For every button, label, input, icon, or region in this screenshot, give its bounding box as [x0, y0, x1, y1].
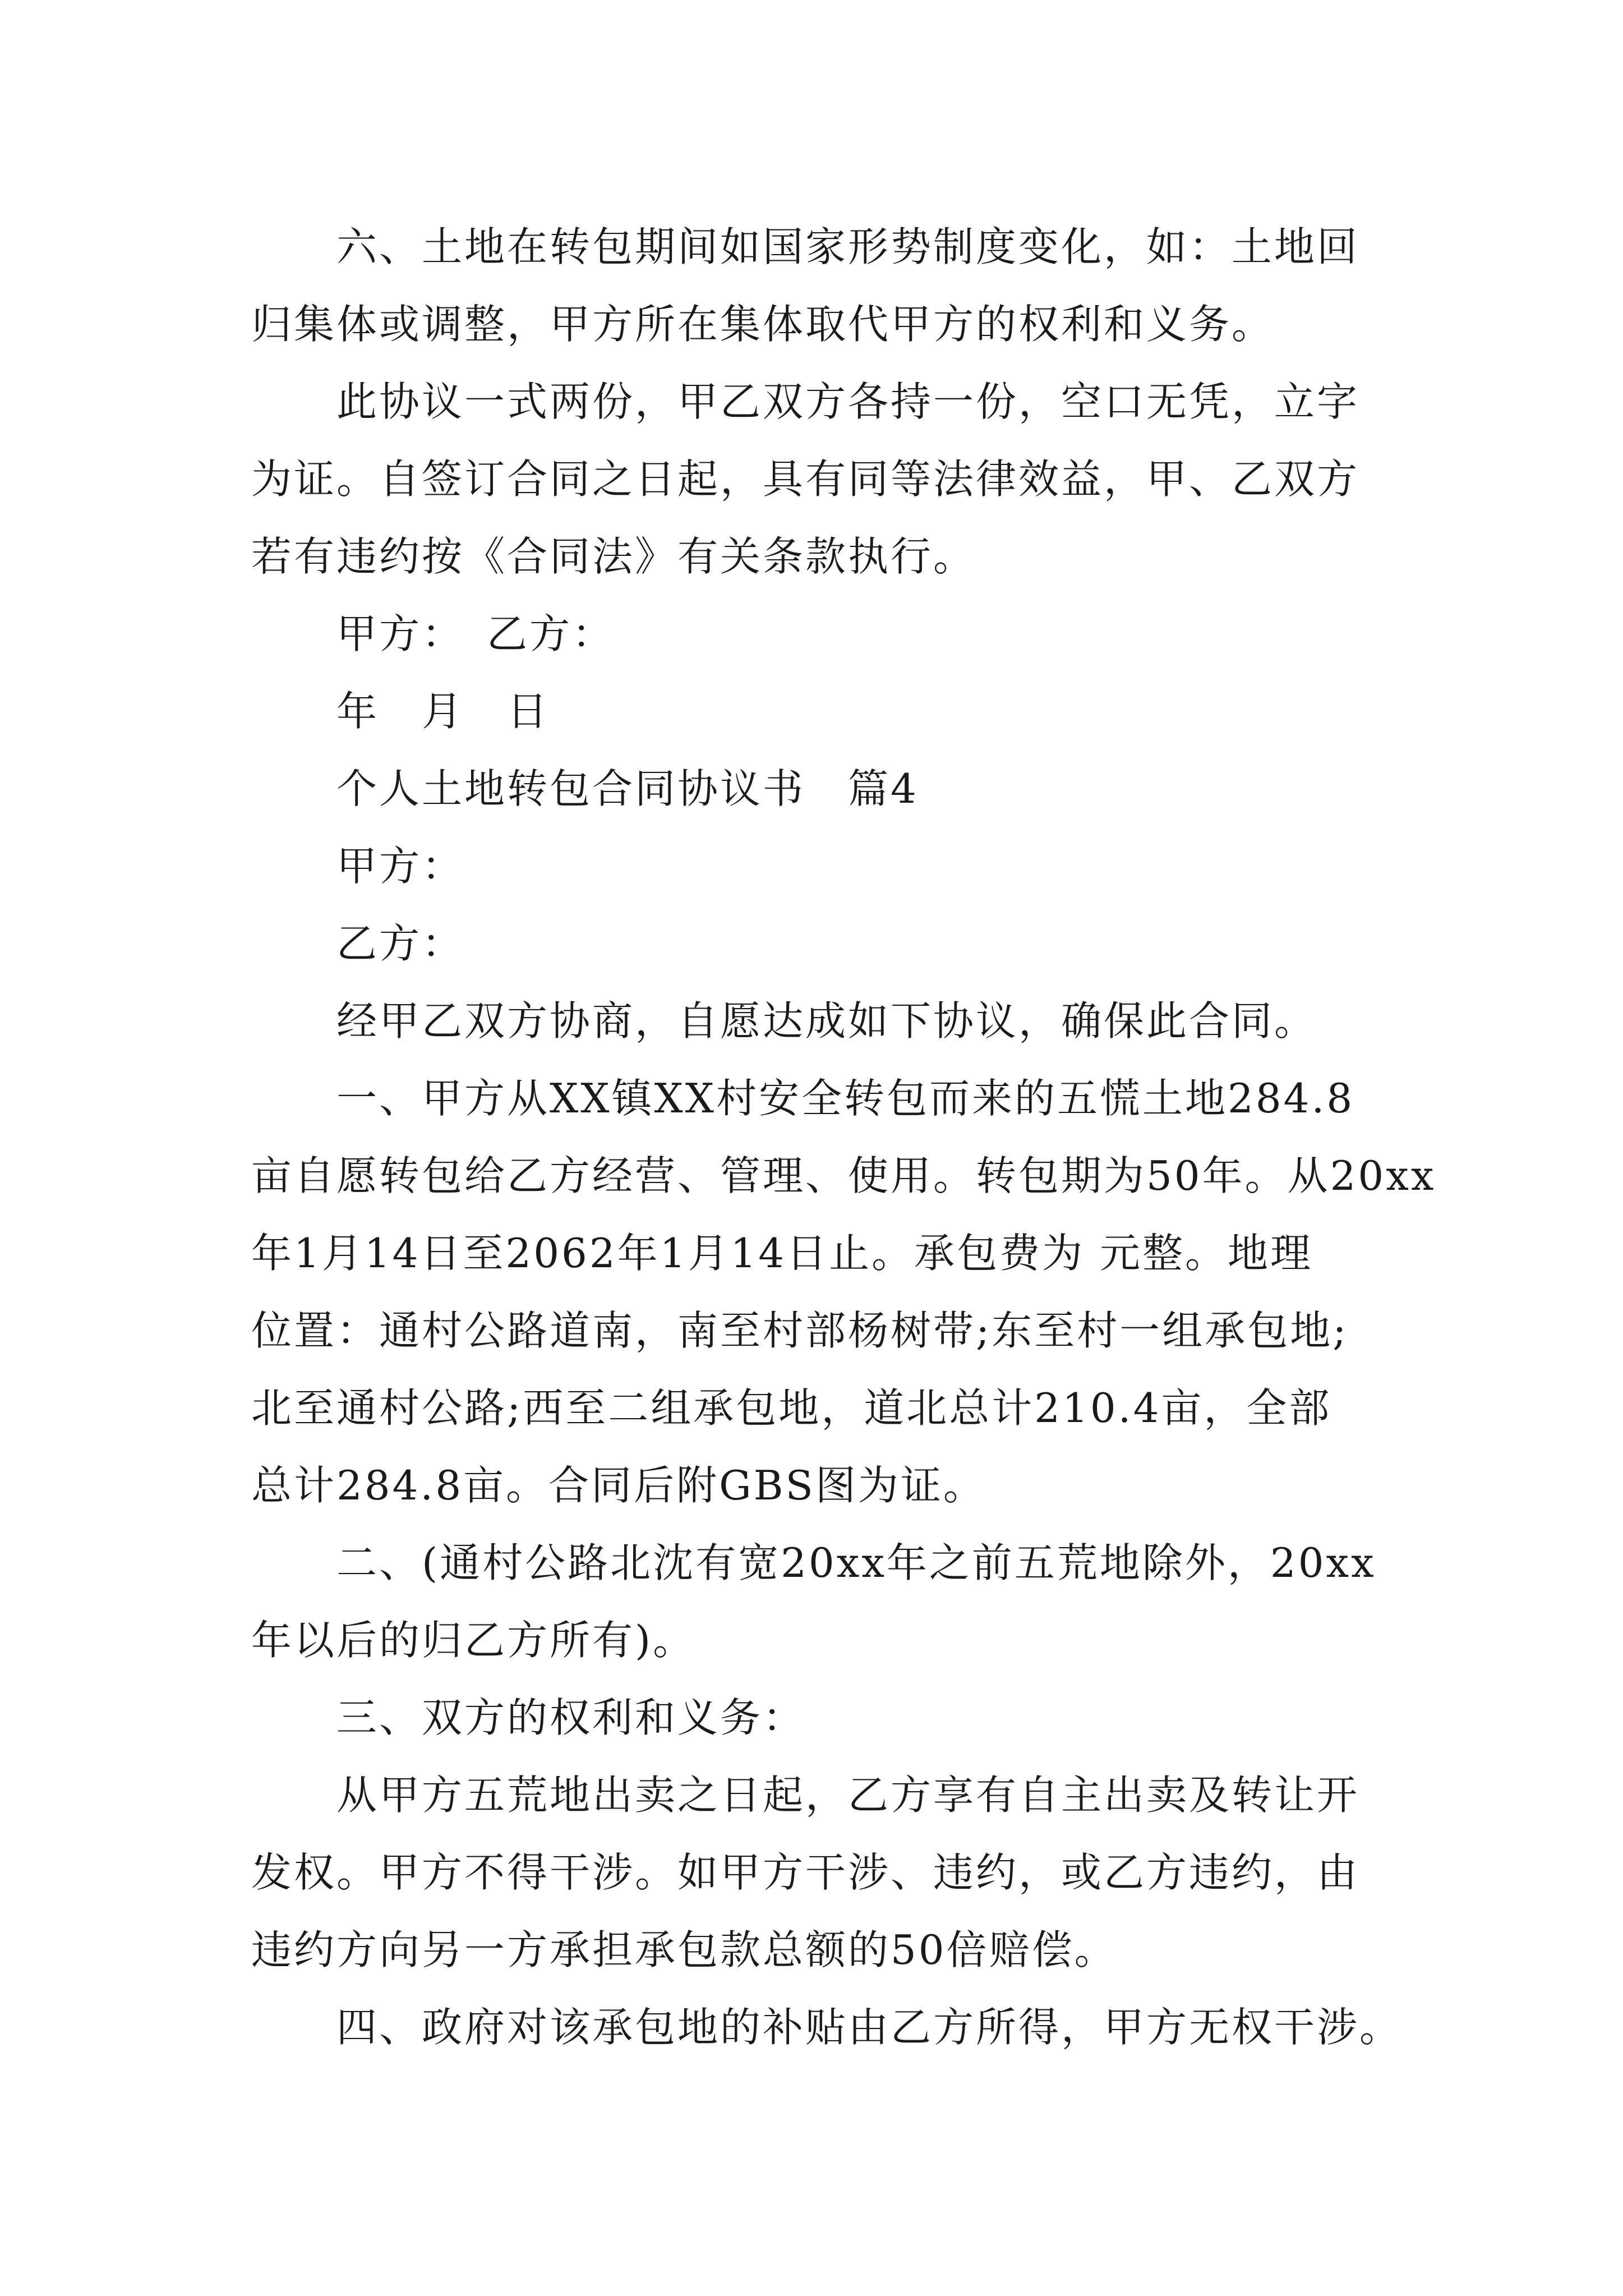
paragraph-line: 三、双方的权利和义务： — [336, 1694, 806, 1741]
paragraph-line: 一、甲方从XX镇XX村安全转包而来的五慌土地284.8 — [336, 1075, 1355, 1122]
signature-line: 甲方： 乙方： — [336, 610, 615, 657]
paragraph-line: 亩自愿转包给乙方经营、管理、使用。转包期为50年。从20xx — [251, 1152, 1436, 1199]
paragraph-line: 经甲乙双方协商，自愿达成如下协议，确保此合同。 — [336, 997, 1317, 1045]
party-a-line: 甲方： — [336, 843, 465, 890]
paragraph-line: 北至通村公路;西至二组承包地，道北总计210.4亩，全部 — [251, 1384, 1332, 1432]
paragraph-line: 总计284.8亩。合同后附GBS图为证。 — [251, 1462, 986, 1509]
paragraph-line: 若有违约按《合同法》有关条款执行。 — [251, 533, 976, 580]
paragraph-line: 六、土地在转包期间如国家形势制度变化，如：土地回 — [336, 223, 1360, 270]
paragraph-line: 为证。自签订合同之日起，具有同等法律效益，甲、乙双方 — [251, 455, 1360, 503]
paragraph-line: 违约方向另一方承担承包款总额的50倍赔偿。 — [251, 1926, 1117, 1973]
paragraph-line: 归集体或调整，甲方所在集体取代甲方的权利和义务。 — [251, 301, 1275, 348]
date-line: 年 月 日 — [336, 688, 550, 735]
paragraph-line: 年1月14日至2062年1月14日止。承包费为 元整。地理 — [251, 1230, 1313, 1277]
paragraph-line: 从甲方五荒地出卖之日起，乙方享有自主出卖及转让开 — [336, 1772, 1360, 1819]
paragraph-line: 位置：通村公路道南，南至村部杨树带;东至村一组承包地; — [251, 1307, 1349, 1354]
party-b-line: 乙方： — [336, 920, 465, 967]
paragraph-line: 发权。甲方不得干涉。如甲方干涉、违约，或乙方违约，由 — [251, 1849, 1360, 1896]
paragraph-line: 四、政府对该承包地的补贴由乙方所得，甲方无权干涉。 — [336, 2004, 1403, 2051]
paragraph-line: 此协议一式两份，甲乙双方各持一份，空口无凭，立字 — [336, 378, 1360, 425]
section-title: 个人土地转包合同协议书 篇4 — [336, 765, 919, 812]
paragraph-line: 年以后的归乙方所有)。 — [251, 1617, 696, 1664]
paragraph-line: 二、(通村公路北沈有宽20xx年之前五荒地除外，20xx — [336, 1539, 1376, 1586]
